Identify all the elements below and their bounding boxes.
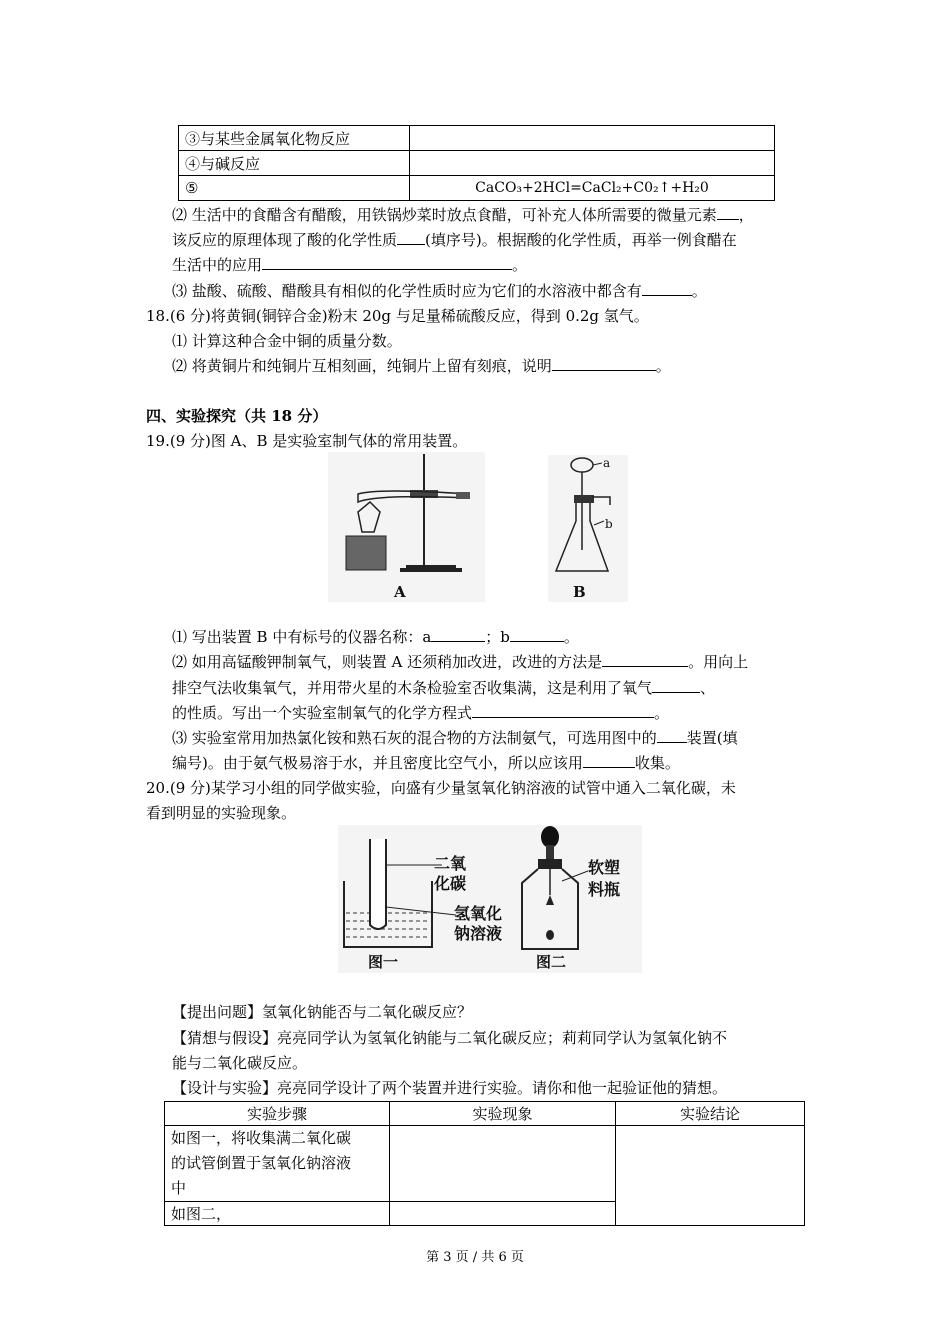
fig2-label: 图二 bbox=[536, 953, 567, 971]
q20-title-line1: 20.(9 分)某学习小组的同学做实验，向盛有少量氢氧化钠溶液的试管中通入二氧化碳，未 bbox=[146, 779, 736, 797]
figure-b-label: B bbox=[573, 583, 586, 601]
table1-row-label: ④与碱反应 bbox=[179, 151, 410, 176]
experiment-observation-1 bbox=[390, 1126, 616, 1202]
experiment-step-2: 如图二， bbox=[165, 1202, 390, 1226]
q20-hypothesis-line1: 【猜想与假设】亮亮同学认为氢氧化钠能与二氧化碳反应；莉莉同学认为氢氧化钠不 bbox=[172, 1029, 728, 1047]
q20-design: 【设计与实验】亮亮同学设计了两个装置并进行实验。请你和他一起验证他的猜想。 bbox=[172, 1079, 728, 1097]
q19-part2-line1: ⑵ 如用高锰酸钾制氧气，则装置 A 还须稍加改进，改进的方法是 。用向上 bbox=[172, 653, 749, 671]
naoh-label-1: 氢氧化 bbox=[454, 904, 503, 923]
q20-title-line2: 看到明显的实验现象。 bbox=[146, 804, 297, 822]
section4-title: 四、实验探究（共 18 分） bbox=[146, 407, 328, 425]
apparatus-a-drawing bbox=[328, 452, 485, 602]
co2-label-2: 化碳 bbox=[434, 874, 467, 893]
experiment-table-header: 实验结论 bbox=[616, 1102, 805, 1126]
table1-row-value bbox=[410, 151, 775, 176]
q19-title: 19.(9 分)图 A、B 是实验室制气体的常用装置。 bbox=[146, 432, 468, 450]
q17-part3: ⑶ 盐酸、硫酸、醋酸具有相似的化学性质时应为它们的水溶液中都含有 。 bbox=[172, 282, 707, 300]
q19-part2-line2: 排空气法收集氧气，并用带火星的木条检验室否收集满，这是利用了氧气 、 bbox=[172, 679, 716, 697]
bottle-label-2: 料瓶 bbox=[588, 880, 621, 899]
experiment-observation-2 bbox=[390, 1202, 616, 1226]
naoh-label-2: 钠溶液 bbox=[454, 924, 503, 943]
table1-row-value: CaCO₃+2HCl=CaCl₂+C0₂↑+H₂0 bbox=[410, 176, 775, 201]
q18-part2: ⑵ 将黄铜片和纯铜片互相刻画，纯铜片上留有刻痕，说明 。 bbox=[172, 357, 671, 375]
experiment-table-header: 实验步骤 bbox=[165, 1102, 390, 1126]
q20-question: 【提出问题】氢氧化钠能否与二氧化碳反应？ bbox=[172, 1003, 473, 1021]
experiment-conclusion bbox=[616, 1126, 805, 1226]
apparatus-b-drawing bbox=[548, 455, 628, 602]
page-footer: 第 3 页 / 共 6 页 bbox=[426, 1250, 524, 1265]
experiment-table bbox=[164, 1101, 805, 1226]
q17-part2-line3: 生活中的应用 。 bbox=[172, 256, 528, 274]
apparatus-b-figure bbox=[548, 455, 628, 602]
experiment-table-header: 实验现象 bbox=[390, 1102, 616, 1126]
co2-naoh-drawing bbox=[338, 825, 642, 973]
acid-properties-table bbox=[178, 125, 775, 201]
q19-part1: ⑴ 写出装置 B 中有标号的仪器名称：a ；b 。 bbox=[172, 628, 579, 646]
apparatus-a-figure bbox=[328, 452, 485, 602]
experiment-step-1: 如图一，将收集满二氧化碳 的试管倒置于氢氧化钠溶液 中 bbox=[165, 1126, 390, 1202]
bottle-label-1: 软塑 bbox=[588, 858, 621, 877]
label-b: b bbox=[605, 517, 613, 531]
q20-hypothesis-line2: 能与二氧化碳反应。 bbox=[172, 1054, 308, 1072]
label-a: a bbox=[603, 456, 611, 470]
table1-row-label: ⑤ bbox=[179, 176, 410, 201]
q19-part3-line1: ⑶ 实验室常用加热氯化铵和熟石灰的混合物的方法制氨气，可选用图中的 装置(填 bbox=[172, 729, 738, 747]
q19-part3-line2: 编号)。由于氨气极易溶于水，并且密度比空气小，所以应该用 收集。 bbox=[172, 754, 680, 772]
fig1-label: 图一 bbox=[368, 953, 399, 971]
q18-title: 18.(6 分)将黄铜(铜锌合金)粉末 20g 与足量稀硫酸反应，得到 0.2g 氢气。 bbox=[146, 307, 649, 325]
q19-part2-line3: 的性质。写出一个实验室制氧气的化学方程式 。 bbox=[172, 704, 670, 722]
table1-row-value bbox=[410, 126, 775, 151]
table1-row-label: ③与某些金属氧化物反应 bbox=[179, 126, 410, 151]
q18-part1: ⑴ 计算这种合金中铜的质量分数。 bbox=[172, 332, 402, 350]
q17-part2-line1: ⑵ 生活中的食醋含有醋酸，用铁锅炒菜时放点食醋，可补充人体所需要的微量元素 ， bbox=[172, 206, 754, 224]
co2-label-1: 二氧 bbox=[434, 854, 467, 873]
co2-naoh-figure bbox=[338, 825, 642, 973]
figure-a-label: A bbox=[394, 583, 406, 601]
q17-part2-line2: 该反应的原理体现了酸的化学性质 (填序号)。根据酸的化学性质，再举一例食醋在 bbox=[172, 231, 737, 249]
